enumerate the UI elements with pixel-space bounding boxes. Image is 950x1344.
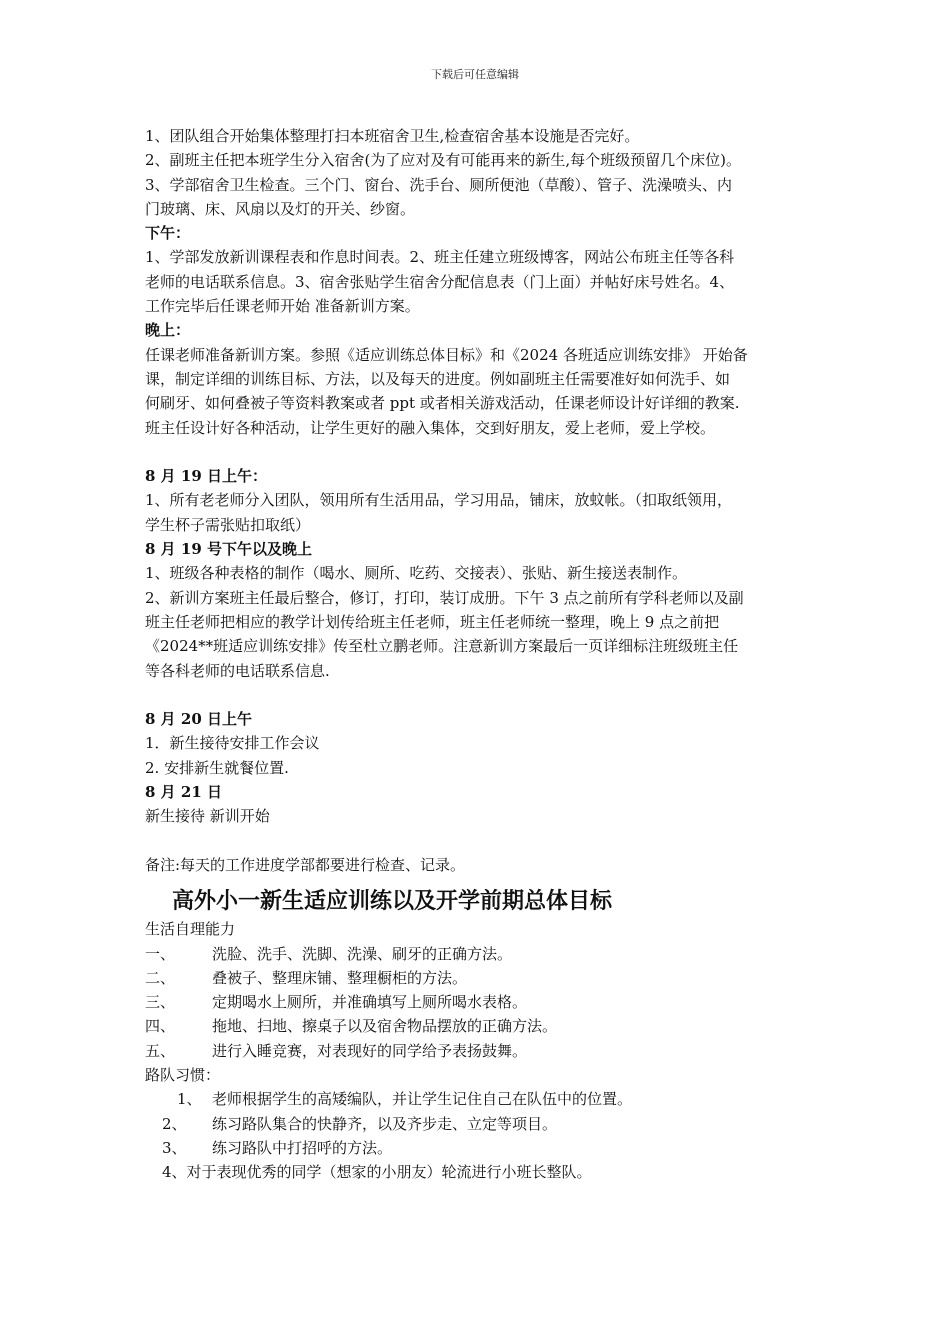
text-line: 1、学部发放新训课程表和作息时间表。2、班主任建立班级博客，网站公布班主任等各科 — [145, 248, 735, 267]
section-evening — [145, 318, 815, 439]
list-item-number: 2、 — [162, 1114, 187, 1133]
list-item — [145, 1160, 815, 1184]
section-dorm-cleaning — [145, 124, 815, 221]
section-aug21 — [145, 780, 815, 829]
text-line: 课，制定详细的训练目标、方法，以及每天的进度。例如副班主任需要准好如何洗手、如 — [145, 369, 731, 388]
text-line: 学生杯子需张贴扣取纸） — [145, 515, 311, 534]
text-line: 老师的电话联系信息。3、宿舍张贴学生宿舍分配信息表（门上面）并帖好床号姓名。4、 — [145, 272, 735, 291]
spacer — [145, 829, 815, 853]
text-line: 何刷牙、如何叠被子等资料教案或者 ppt 或者相关游戏活动，任课老师设计好详细的教案. — [145, 394, 740, 413]
list-item-number: 四、 — [145, 1017, 176, 1036]
list-item — [145, 966, 815, 990]
list-item-number: 一、 — [145, 944, 176, 963]
section-heading: 8 月 19 日上午： — [145, 467, 267, 486]
list-item-number: 三、 — [145, 993, 176, 1012]
section-queue-habits — [145, 1063, 815, 1184]
list-item — [145, 1136, 815, 1160]
list-item-text: 4、对于表现优秀的同学（想家的小朋友）轮流进行小班长整队。 — [162, 1163, 592, 1182]
text-line: 1．新生接待安排工作会议 — [145, 734, 320, 753]
list-item-number: 二、 — [145, 968, 176, 987]
page-header-note: 下载后可任意编辑 — [431, 68, 519, 81]
text-line: 等各科老师的电话联系信息. — [145, 661, 330, 680]
section-heading: 路队习惯： — [145, 1065, 221, 1084]
list-item — [145, 1112, 815, 1136]
text-line: 《2024**班适应训练安排》传至杜立鹏老师。注意新训方案最后一页详细标注班级班主任 — [145, 637, 739, 656]
text-line: 班主任老师把相应的教学计划传给班主任老师，班主任老师统一整理，晚上 9 点之前把 — [145, 612, 720, 631]
section-aug20 — [145, 707, 815, 780]
text-line: 3、学部宿舍卫生检查。三个门、窗台、洗手台、厕所便池（草酸）、管子、洗澡喷头、内 — [145, 175, 733, 194]
list-item-number: 3、 — [162, 1138, 187, 1157]
section-heading: 8 月 19 号下午以及晚上 — [145, 540, 312, 559]
text-line: 新生接待 新训开始 — [145, 807, 270, 826]
text-line: 1、所有老老师分入团队，领用所有生活用品，学习用品，铺床，放蚊帐。（扣取纸领用， — [145, 491, 733, 510]
document-body — [145, 124, 815, 1184]
text-line: 2、副班主任把本班学生分入宿舍(为了应对及有可能再来的新生,每个班级预留几个床位)。 — [145, 151, 742, 170]
text-line: 2、新训方案班主任最后整合，修订，打印，装订成册。下午 3 点之前所有学科老师以及副 — [145, 588, 744, 607]
text-line: 1、团队组合开始集体整理打扫本班宿舍卫生,检查宿舍基本设施是否完好。 — [145, 127, 640, 145]
list-item-text: 练习路队中打招呼的方法。 — [212, 1138, 393, 1157]
section-heading: 下午： — [145, 224, 191, 243]
life-skills-list — [145, 942, 815, 1063]
list-item — [145, 1014, 815, 1038]
section-heading: 生活自理能力 — [145, 920, 236, 939]
section-heading: 晚上： — [145, 321, 191, 340]
text-line: 门玻璃、床、风扇以及灯的开关、纱窗。 — [145, 199, 416, 218]
text-line: 1、班级各种表格的制作（喝水、厕所、吃药、交接表）、张贴、新生接送表制作。 — [145, 564, 688, 583]
list-item — [145, 942, 815, 966]
remark-text: 备注:每天的工作进度学部都要进行检查、记录。 — [145, 855, 466, 874]
section-aug19-morning — [145, 464, 815, 537]
section-life-skills — [145, 917, 815, 1063]
list-item — [145, 1039, 815, 1063]
list-item-text: 定期喝水上厕所，并准确填写上厕所喝水表格。 — [212, 993, 528, 1012]
queue-habits-list — [145, 1087, 815, 1184]
list-item — [145, 1087, 815, 1111]
spacer — [145, 683, 815, 707]
section-afternoon — [145, 221, 815, 318]
text-line: 班主任设计好各种活动，让学生更好的融入集体，交到好朋友，爱上老师，爱上学校。 — [145, 418, 716, 437]
list-item — [145, 990, 815, 1014]
section-aug19-afternoon — [145, 537, 815, 683]
list-item-text: 拖地、扫地、擦桌子以及宿舍物品摆放的正确方法。 — [212, 1017, 558, 1036]
list-item-text: 洗脸、洗手、洗脚、洗澡、刷牙的正确方法。 — [212, 944, 513, 963]
section-heading: 8 月 20 日上午 — [145, 710, 252, 729]
list-item-number — [145, 1160, 162, 1184]
spacer — [145, 440, 815, 464]
list-item-number: 1、 — [177, 1090, 202, 1109]
text-line: 任课老师准备新训方案。参照《适应训练总体目标》和《2024 各班适应训练安排》 开始备 — [145, 345, 748, 364]
text-line: 2. 安排新生就餐位置. — [145, 758, 289, 777]
document-title: 高外小一新生适应训练以及开学前期总体目标 — [172, 889, 613, 915]
list-item-number: 五、 — [145, 1041, 176, 1060]
section-heading: 8 月 21 日 — [145, 783, 222, 802]
list-item-text: 练习路队集合的快静齐，以及齐步走、立定等项目。 — [212, 1114, 558, 1133]
text-line: 工作完毕后任课老师开始 准备新训方案。 — [145, 297, 420, 316]
list-item-text: 进行入睡竞赛，对表现好的同学给予表扬鼓舞。 — [212, 1041, 528, 1060]
list-item-text: 老师根据学生的高矮编队，并让学生记住自己在队伍中的位置。 — [212, 1090, 633, 1109]
list-item-text: 叠被子、整理床铺、整理橱柜的方法。 — [212, 968, 468, 987]
